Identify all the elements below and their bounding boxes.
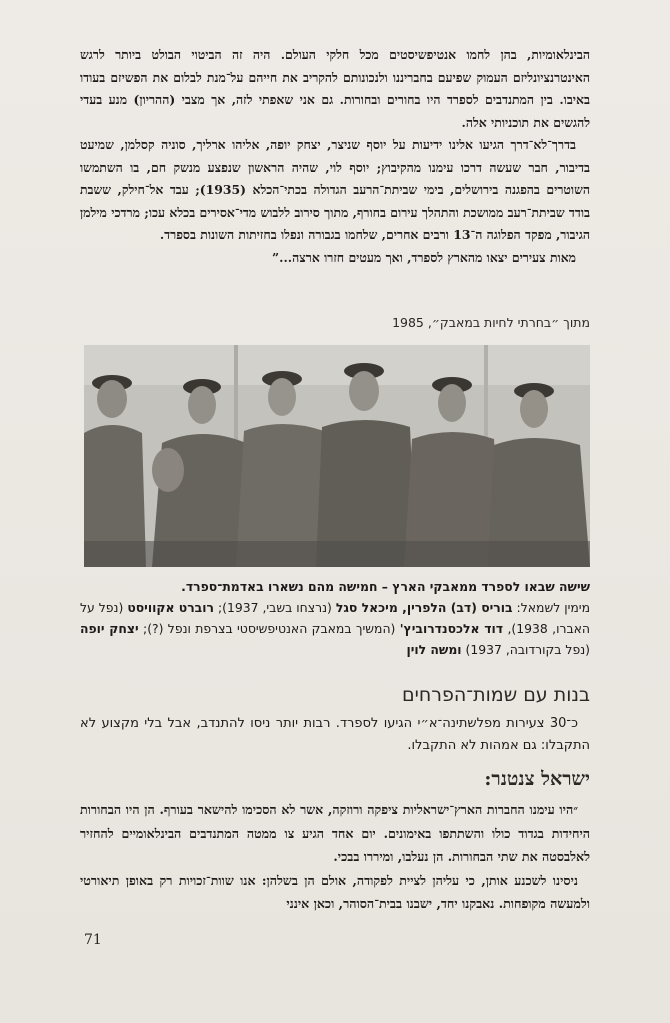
memoir-quote xyxy=(80,44,590,269)
section-heading-speaker: ישראל צנטנר: xyxy=(484,768,590,790)
section-paragraph: ״היו עימנו החברות הארץ־ישראליות ציפקה ורוזקה, אשר לא הסכימו להישאר בעורף. הן היו הבחורות היחידות בגדוד כולו והשתתפו באימונים. יום אחד הגיע צו ממטה המתנדבים הבינלאומיים להחזיר לאלבסטה את שתי הבחורות. הן נעלבו, ומיררו בבכי. xyxy=(80,802,590,864)
caption-note: (נפל בקורדובה, 1937) xyxy=(461,642,590,657)
section-paragraph: ניסינו לשכנע אותן, כי עליהן לציית לפקודה, אולם הן בשלהן: אנו שוות־זכויות רק באופן תיאורטי ולמעשה מקופחות. נאבקנו יחד, ישבנו בבית־הסוהר, וכאן אינני xyxy=(80,872,590,911)
section-body-speaker xyxy=(80,798,590,916)
caption-note: (נרצחו בשבי, 1937); xyxy=(213,600,336,615)
caption-note: (נפל על האברו, 1938), xyxy=(80,600,590,636)
photo-illustration xyxy=(84,345,590,567)
caption-name: ומשה לוין xyxy=(406,642,462,657)
caption-title: שישה שבאו לספרד ממאבקי הארץ – חמישה מהם נשארו באדמת־ספרד. xyxy=(181,579,590,594)
quote-closing-line: מאות צעירים יצאו מהארץ לספרד, ואך מעטים חזרו ארצה...” xyxy=(272,249,576,265)
section-heading-flower-names: בנות עם שמות־הפרחים xyxy=(402,684,590,706)
caption-name: דוד אלכסנדרוביץ' xyxy=(399,621,504,636)
page-number: 71 xyxy=(84,932,102,948)
caption-name: רוברט אקוויסט xyxy=(127,600,214,615)
quote-paragraph: בדרך־לא־דרך הגיעו אלינו ידיעות על יוסף שניצר, יצחק יופה, אליהו ארליך, סוניה קסלמן, שמיעט בדיבור, חבר שעשה דרכו עימנו מהקיבוץ; יוסף לוי, שהיה הראשון שנפצע מנשק חם, בו השתמשו השוטרים בהפגנה בירושלים, בימי שביתת־הרעב הגדולה בכתי־הכלא (1935); עבד אל־חילק, ששבת בודד שביתת־רעב ממושכת והתהלך עירום בחורף, מתוך סירוב ללבוש מדי־אסירים בכלא עכו; מרדכי מילמן הגיבור, מפקד הפלוגה ה־13 ורבים אחרים, שלחמו בגבורה ונפלו בחזיתות השונות בספרד. xyxy=(80,137,590,242)
photo-caption xyxy=(80,576,590,660)
caption-note: (המשיך במאבק האנטיפשיסטי בצרפת ונפל (?); xyxy=(138,621,400,636)
section-body-flower-names xyxy=(80,713,590,757)
quote-paragraph: הבינלאומיות, בהן לחמו אנטיפשיסטים מכל חלקי העולם. היה זה הביטוי הבולט ביותר לרגש האינטרנציונליזם העמוק שפיעם בחבריננו ולנכונותם להקריב את חייהם על־מנת לבלום את הפשיזם בעודו באיבו. בין המתנדבים לספרד היו בחורים ובחורות. גם אני שאפתי לזה, אך מצבי (ההריון) מנע בעדי להגשים את תוכניותי אלה. xyxy=(80,47,590,130)
caption-intro: מימין לשמאל: xyxy=(512,600,590,615)
caption-name: יצחק יופה xyxy=(80,621,139,636)
quote-source: מתוך ״בחרתי לחיות במאבק״, 1985 xyxy=(392,315,590,330)
section-paragraph: כ־30 צעירות מפלשתינה־א״י הגיעו לספרד. רבות יותר ניסו להתנדב, אבל בלי מקצוע לא התקבלו: גם אמהות לא התקבלו. xyxy=(80,716,590,753)
caption-name: בוריס (דב) הלפרין, מיכאל סגל xyxy=(335,600,513,615)
group-photograph xyxy=(84,345,590,567)
